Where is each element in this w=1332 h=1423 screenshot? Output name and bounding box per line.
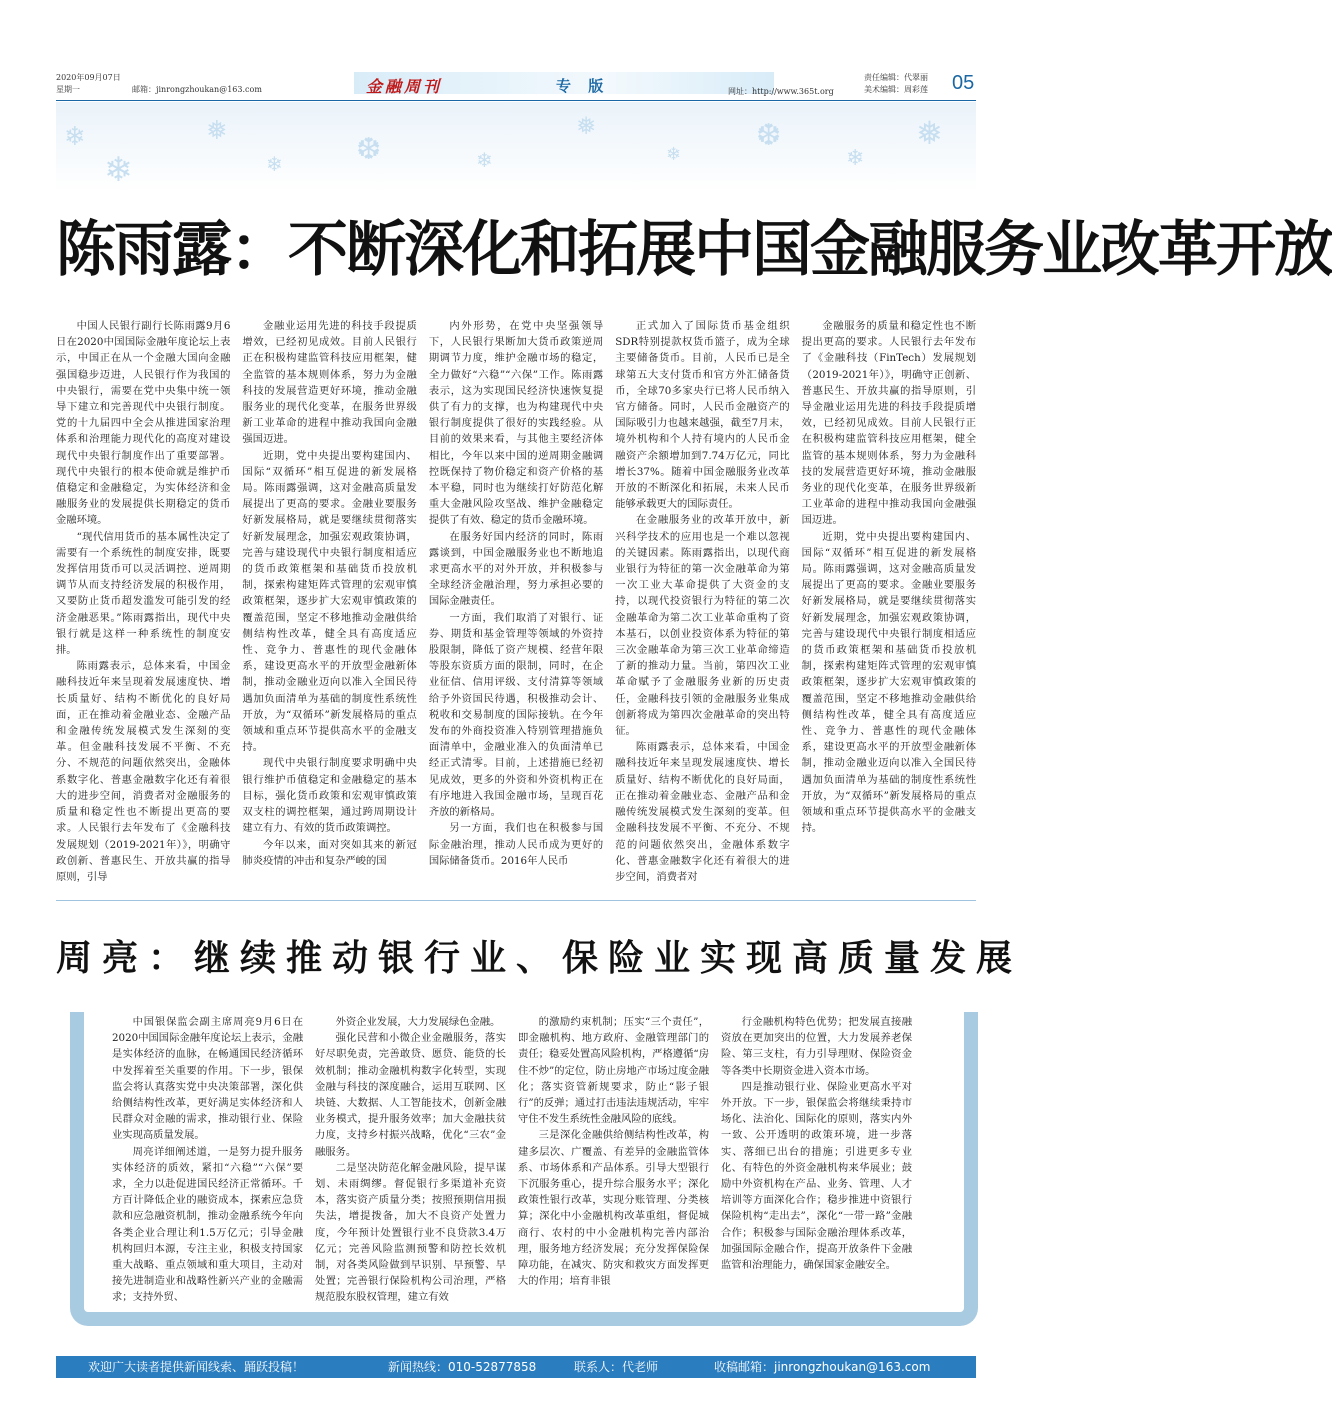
snowflake-icon: ❆ bbox=[756, 118, 782, 153]
paragraph: 另一方面，我们也在积极参与国际金融治理，推动人民币成为更好的国际储备货币。2016年人民币 bbox=[428, 822, 604, 867]
section-label: 专 版 bbox=[556, 77, 610, 95]
paragraph: 内外形势，在党中央坚强领导下，人民银行果断加大货币政策逆周期调节力度，维护金融市场的稳定，全力做好“六稳”“六保”工作。陈雨露表示，这为实现国民经济快速恢复提供了有力的支撑，也为构建现代中央银行制度提供了很好的实践经验。从目前的效果来看，与其他主要经济体相比，今年以来中国的逆周期金融调控既保持了物价稳定和资产价格的基本平稳，同时也为继续打好防范化解重大金融风险攻坚战、维护金融稳定提供了有效、稳定的货币金融环境。 bbox=[428, 320, 604, 527]
footer-bar bbox=[56, 1356, 976, 1378]
page-header bbox=[56, 72, 976, 100]
snowflake-icon: ❄ bbox=[104, 150, 133, 190]
paragraph: 外资企业发展，大力发展绿色金融。 bbox=[335, 1016, 501, 1028]
paragraph: 陈雨露表示，总体来看，中国金融科技近年来呈现发展速度快、增长质量好、结构不断优化的良好局面，正在推动着金融业态、金融产品和金融传统发展模式发生深刻的变革。但金融科技发展不平衡、不充分、不规范的问题依然突出，金融体系数字化、普惠金融数字化还有着很大的进步空间，消费者对 bbox=[615, 741, 790, 883]
paragraph: 中国银保监会副主席周亮9月6日在2020中国国际金融年度论坛上表示，金融是实体经济的血脉，在畅通国民经济循环中发挥着至关重要的作用。下一步，银保监会将认真落实党中央决策部署，深化供给侧结构性改革，更好满足实体经济和人民群众对金融的需求，推动银行业、保险业实现高质量发展。 bbox=[112, 1016, 303, 1142]
article2-headline: 周亮：继续推动银行业、保险业实现高质量发展 bbox=[56, 938, 1023, 979]
snowflake-icon: ❄ bbox=[846, 146, 865, 171]
article2-column bbox=[721, 1014, 912, 1304]
snowflake-icon: ❄ bbox=[666, 144, 682, 165]
article2-column bbox=[518, 1014, 709, 1304]
paragraph: 金融业运用先进的科技手段提质增效，已经初见成效。目前人民银行正在积极构建监管科技应用框架，健全监管的基本规则体系，努力为金融科技的发展营造更好环境，推动金融服务业的现代化变革，在服务世界级新工业革命的进程中推动我国向金融强国迈进。 bbox=[242, 320, 417, 446]
editor-credits bbox=[864, 72, 928, 96]
footer-email: 收稿邮箱：jinrongzhoukan@163.com bbox=[714, 1360, 931, 1374]
issue-date: 2020年09月07日 bbox=[56, 73, 121, 82]
article1-headline: 陈雨露：不断深化和拓展中国金融服务业改革开放 bbox=[56, 215, 1332, 285]
snow-banner bbox=[56, 102, 976, 192]
paragraph: 今年以来，面对突如其来的新冠肺炎疫情的冲击和复杂严峻的国 bbox=[242, 838, 417, 867]
footer-hotline: 新闻热线：010-52877858 bbox=[388, 1360, 537, 1374]
article1-column bbox=[802, 318, 976, 866]
footer-contact: 联系人：代老师 bbox=[574, 1360, 659, 1374]
page-number: 05 bbox=[952, 72, 975, 94]
article2-column bbox=[315, 1014, 506, 1304]
snowflake-icon: ❅ bbox=[916, 114, 943, 152]
paragraph: 二是坚决防范化解金融风险，提早谋划、未雨绸缪。督促银行多渠道补充资本，落实资产质量分类；按照预期信用损失法，增提拨备，加大不良资产处置力度，今年预计处置银行业不良贷款3.4万亿元；完善风险监测预警和防控长效机制，对各类风险做到早识别、早预警、早处置；完善银行保险机构公司治理，严格规范股东股权管理，建立有效 bbox=[315, 1161, 506, 1304]
paragraph: 行金融机构特色优势；把发展直接融资放在更加突出的位置，大力发展养老保险、第三支柱，有力引导理财、保险资金等各类中长期资金进入资本市场。 bbox=[721, 1016, 912, 1077]
paragraph: 在服务好国内经济的同时，陈雨露谈到，中国金融服务业也不断地追求更高水平的对外开放，并积极参与全球经济金融治理，努力承担必要的国际金融责任。 bbox=[428, 530, 604, 608]
paragraph: 的激励约束机制；压实“三个责任”，即金融机构、地方政府、金融管理部门的责任；稳妥处置高风险机构，严格遵循“房住不炒”的定位，防止房地产市场过度金融化；落实资管新规要求，防止“影子银行”的反弹；通过打击违法违规活动，牢牢守住不发生系统性金融风险的底线。 bbox=[518, 1016, 709, 1126]
article1-column bbox=[56, 318, 231, 883]
paragraph: 四是推动银行业、保险业更高水平对外开放。下一步，银保监会将继续秉持市场化、法治化、国际化的原则，落实内外一致、公开透明的政策环境，进一步落实、落细已出台的措施；引进更多专业化、有特色的外资金融机构来华展业；鼓励中外资机构在产品、业务、管理、人才培训等方面深化合作；稳步推进中资银行保险机构“走出去”，深化“一带一路”金融合作；积极参与国际金融治理体系改革，加强国际金融合作，提高开放条件下金融监管和治理能力，确保国家金融安全。 bbox=[721, 1080, 912, 1272]
header-website: 网址：http://www.365t.org bbox=[728, 87, 834, 96]
paragraph: 强化民营和小微企业金融服务，落实好尽职免责，完善敢贷、愿贷、能贷的长效机制；推动金融机构数字化转型，实现金融与科技的深度融合，运用互联网、区块链、大数据、人工智能技术，创新金融业务模式，提升服务效率；加大金融扶贫力度，支持乡村振兴战略，优化“三农”金融服务。 bbox=[315, 1032, 506, 1158]
editor-name: 责任编辑：代翠丽 bbox=[864, 73, 928, 82]
snowflake-icon: ❅ bbox=[206, 116, 228, 146]
article2-body bbox=[112, 1014, 912, 1304]
paragraph: 金融服务的质量和稳定性也不断提出更高的要求。人民银行去年发布了《金融科技（FinTech）发展规划（2019-2021年）》，明确守正创新、普惠民生、开放共赢的指导原则，引导金融业运用先进的科技手段提质增效，已经初见成效。目前人民银行正在积极构建监管科技应用框架，健全监管的基本规则体系，努力为金融科技的发展营造更好环境，推动金融服务业的现代化变革，在服务世界级新工业革命的进程中推动我国向金融强国迈进。 bbox=[801, 320, 977, 527]
paragraph: 在金融服务业的改革开放中，新兴科学技术的应用也是一个难以忽视的关键因素。陈雨露指出，以现代商业银行为特征的第一次金融革命为第一次工业大革命提供了大资金的支持，以现代投资银行为特征的第二次金融革命为第二次工业革命重构了资本基石，以创业投资体系为特征的第三次金融革命为第三次工业革命缔造了新的推动力量。当前，第四次工业革命赋予了金融服务业新的历史责任，金融科技引领的金融服务业集成创新将成为第四次金融革命的突出特征。 bbox=[615, 514, 790, 738]
designer-name: 美术编辑：周彩莲 bbox=[864, 85, 928, 94]
paragraph: 三是深化金融供给侧结构性改革，构建多层次、广覆盖、有差异的金融监管体系、市场体系和产品体系。引导大型银行下沉服务重心，提升综合服务水平；深化政策性银行改革，实现分账管理、分类核算；深化中小金融机构改革重组，督促城商行、农村的中小金融机构完善内部治理，服务地方经济发展；充分发挥保险保障功能，在减灾、防灾和救灾方面发挥更大的作用；培育非银 bbox=[518, 1129, 709, 1288]
snowflake-icon: ❅ bbox=[576, 112, 597, 140]
article1-column bbox=[615, 318, 790, 883]
paragraph: 近期，党中央提出要构建国内、国际“双循环”相互促进的新发展格局。陈雨露强调，这对金融高质量发展提出了更高的要求。金融业要服务好新发展格局，就是要继续贯彻落实好新发展理念，加强宏观政策协调，完善与建设现代中央银行制度相适应的货币政策框架和基础货币投放机制，探索构建矩阵式管理的宏观审慎政策框架，逐步扩大宏观审慎政策的覆盖范围，坚定不移地推动金融供给侧结构性改革，健全具有高度适应性、竞争力、普惠性的现代金融体系，建设更高水平的开放型金融新体制，推动金融业迈向以准入全国民待遇加负面清单为基础的制度性系统性开放，为“双循环”新发展格局的重点领域和重点环节提供高水平的金融支持。 bbox=[242, 449, 417, 754]
article-divider bbox=[56, 900, 976, 901]
issue-weekday: 星期一 bbox=[56, 85, 80, 94]
paragraph: “现代信用货币的基本属性决定了需要有一个系统性的制度安排，既要发挥信用货币可以灵活调控、逆周期调节从而支持经济发展的积极作用，又要防止货币超发滥发可能引发的经济金融恶果。”陈雨露指出，现代中央银行就是这样一种系统性的制度安排。 bbox=[56, 530, 231, 657]
article1-body bbox=[56, 318, 977, 883]
paragraph: 陈雨露表示，总体来看，中国金融科技近年来呈现着发展速度快、增长质量好、结构不断优化的良好局面，正在推动着金融业态、金融产品和金融传统发展模式发生深刻的变革。但金融科技发展不平衡、不充分、不规范的问题依然突出，金融体系数字化、普惠金融数字化还有着很大的进步空间，消费者对金融服务的质量和稳定性也不断提出更高的要求。人民银行去年发布了《金融科技发展规划（2019-2021年）》，明确守政创新、普惠民生、开放共赢的指导原则，引导 bbox=[56, 660, 231, 883]
paragraph: 正式加入了国际货币基金组织SDR特别提款权货币篮子，成为全球主要储备货币。目前，人民币已是全球第五大支付货币和官方外汇储备货币，全球70多家央行已将人民币纳入官方储备。同时，人民币金融资产的国际吸引力也越来越强，截至7月末，境外机构和个人持有境内的人民币金融资产余额增加到7.74万亿元，同比增长37%。随着中国金融服务业改革开放的不断深化和拓展，未来人民币能够承载更大的国际责任。 bbox=[615, 320, 790, 511]
snowflake-icon: ❄ bbox=[64, 122, 86, 152]
header-rule bbox=[56, 100, 976, 101]
paragraph: 一方面，我们取消了对银行、证券、期货和基金管理等领域的外资持股限制，降低了资产规模、经营年限等股东资质方面的限制，同时，在企业征信、信用评级、支付清算等领域给予外资国民待遇，积极推动会计、税收和交易制度的国际接轨。在今年发布的外商投资准入特别管理措施负面清单中，金融业准入的负面清单已经正式清零。目前，上述措施已经初见成效，更多的外资和外资机构正在有序地进入我国金融市场，呈现百花齐放的新格局。 bbox=[428, 611, 604, 819]
masthead-brand: 金融周刊 bbox=[366, 77, 443, 96]
article2-column bbox=[112, 1014, 303, 1304]
paragraph: 现代中央银行制度要求明确中央银行维护币值稳定和金融稳定的基本目标，强化货币政策和宏观审慎政策双支柱的调控框架，通过跨周期设计建立有力、有效的货币政策调控。 bbox=[242, 757, 417, 835]
header-mailbox: 邮箱：jinrongzhoukan@163.com bbox=[132, 85, 262, 94]
snowflake-icon: ❄ bbox=[476, 148, 493, 172]
article1-column bbox=[242, 318, 416, 866]
paragraph: 近期，党中央提出要构建国内、国际“双循环”相互促进的新发展格局。陈雨露强调，这对金融高质量发展提出了更高的要求。金融业要服务好新发展格局，就是要继续贯彻落实好新发展理念，加强宏观政策协调，完善与建设现代中央银行制度相适应的货币政策框架和基础货币投放机制，探索构建矩阵式管理的宏观审慎政策框架，逐步扩大宏观审慎政策的覆盖范围，坚定不移地推动金融供给侧结构性改革，健全具有高度适应性、竞争力、普惠性的现代金融体系，建设更高水平的开放型金融新体制，推动金融业迈向以准入全国民待遇加负面清单为基础的制度性系统性开放，为“双循环”新发展格局的重点领域和重点环节提供高水平的金融支持。 bbox=[801, 530, 977, 835]
paragraph: 周亮详细阐述道，一是努力提升服务实体经济的质效，紧扣“六稳”“六保”要求，全力以赴促进国民经济正常循环。千方百计降低企业的融资成本，探索应急贷款和应急融资机制，推动金融系统今年向各类企业合理让利1.5万亿元；引导金融机构回归本源，专注主业，积极支持国家重大战略、重点领域和重大项目，主动对接先进制造业和战略性新兴产业的金融需求；支持外贸、 bbox=[112, 1145, 303, 1304]
snowflake-icon: ❆ bbox=[356, 132, 382, 167]
snowflake-icon: ❄ bbox=[266, 152, 283, 176]
footer-welcome: 欢迎广大读者提供新闻线索、踊跃投稿！ bbox=[88, 1360, 305, 1374]
article1-column bbox=[429, 318, 603, 866]
paragraph: 中国人民银行副行长陈雨露9月6日在2020中国国际金融年度论坛上表示，中国正在从一个金融大国向金融强国稳步迈进，人民银行作为我国的中央银行，需要在党中央集中统一领导下建立和完善现代中央银行制度。党的十九届四中全会从推进国家治理体系和治理能力现代化的高度对建设现代中央银行制度作出了重要部署。现代中央银行的根本使命就是维护币值稳定和金融稳定，为实体经济和金融服务业的发展提供长期稳定的货币金融环境。 bbox=[56, 320, 231, 527]
